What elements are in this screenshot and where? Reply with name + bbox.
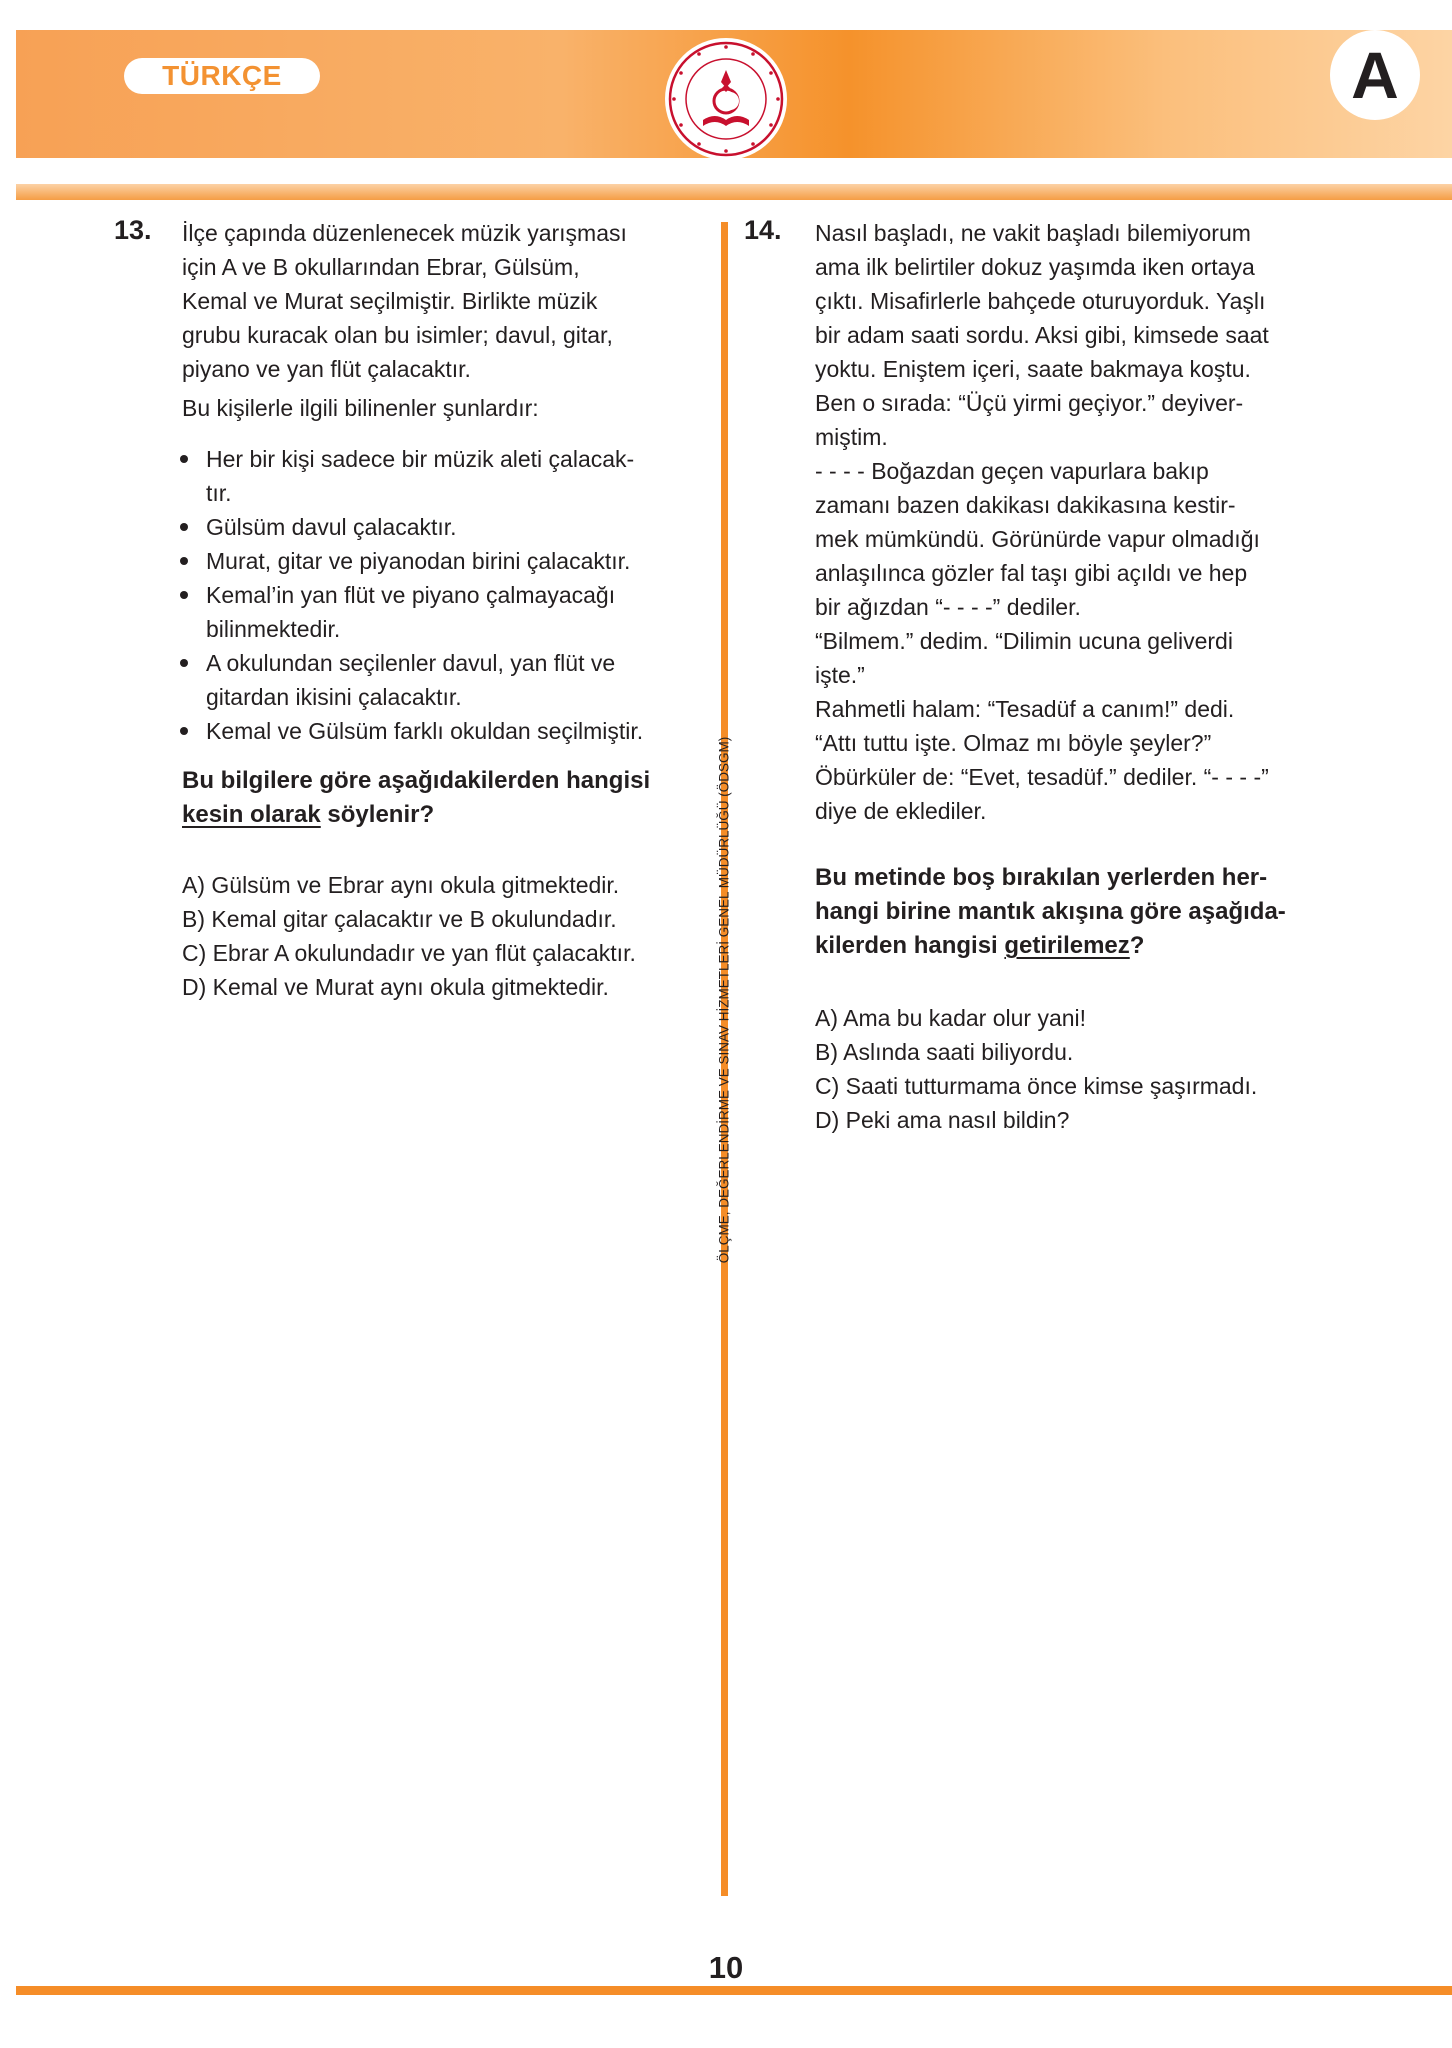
page-number: 10	[708, 1950, 744, 1985]
bullet-line: Her bir kişi sadece bir müzik aleti çalacak-	[206, 446, 635, 472]
passage-line: Öbürküler de: “Evet, tesadüf.” dediler. “- - - -”	[815, 764, 1269, 790]
intro-line: Kemal ve Murat seçilmiştir. Birlikte müzik	[182, 288, 598, 314]
passage-line: ama ilk belirtiler dokuz yaşımda iken ortaya	[815, 254, 1255, 280]
bullet-dot	[180, 557, 188, 565]
passage-line: miştim.	[815, 424, 888, 450]
stem-line	[815, 929, 1286, 963]
side-caption-text: ÖLÇME, DEĞERLENDİRME VE SINAV HİZMETLERİ GENEL MÜDÜRLÜĞÜ (ÖDSGM)	[716, 736, 732, 1264]
bullet-line: Murat, gitar ve piyanodan birini çalacaktır.	[206, 548, 631, 574]
bullet-item	[206, 510, 457, 544]
option-d[interactable]: D) Peki ama nasıl bildin?	[815, 1107, 1070, 1133]
option-c[interactable]: C) Ebrar A okulundadır ve yan flüt çalacaktır.	[182, 940, 636, 966]
option-b[interactable]: B) Kemal gitar çalacaktır ve B okulundadır.	[182, 906, 617, 932]
passage-line: bir ağızdan “- - - -” dediler.	[815, 594, 1081, 620]
option-b[interactable]: B) Aslında saati biliyordu.	[815, 1039, 1074, 1065]
stem-line: Bu metinde boş bırakılan yerlerden her-	[815, 864, 1268, 891]
intro-line: için A ve B okullarından Ebrar, Gülsüm,	[182, 254, 580, 280]
passage-line: zamanı bazen dakikası dakikasına kestir-	[815, 492, 1236, 518]
bullet-line: tır.	[206, 480, 232, 506]
passage-line: Rahmetli halam: “Tesadüf a canım!” dedi.	[815, 696, 1235, 722]
option-c[interactable]: C) Saati tutturmama önce kimse şaşırmadı.	[815, 1073, 1258, 1099]
bullet-line: Kemal ve Gülsüm farklı okuldan seçilmiştir.	[206, 718, 644, 744]
stem-start: kilerden hangisi	[815, 932, 1005, 959]
intro-line: grubu kuracak olan bu isimler; davul, gitar,	[182, 322, 613, 348]
question-14-number: 14.	[744, 215, 782, 245]
passage-line: anlaşılınca gözler fal taşı gibi açıldı ve hep	[815, 560, 1248, 586]
bullet-dot	[180, 659, 188, 667]
passage-line: bir adam saati sordu. Aksi gibi, kimsede saat	[815, 322, 1269, 348]
passage-line: - - - - Boğazdan geçen vapurlara bakıp	[815, 458, 1209, 484]
bullet-dot	[180, 523, 188, 531]
bullet-line: Kemal’in yan flüt ve piyano çalmayacağı	[206, 582, 616, 608]
option-d[interactable]: D) Kemal ve Murat aynı okula gitmektedir.	[182, 974, 609, 1000]
passage-line: “Attı tuttu işte. Olmaz mı böyle şeyler?”	[815, 730, 1212, 756]
booklet-type-badge: A	[1330, 30, 1420, 120]
option-a[interactable]: A) Ama bu kadar olur yani!	[815, 1005, 1087, 1031]
footer-rule	[16, 1986, 1452, 1995]
passage-line: “Bilmem.” dedim. “Dilimin ucuna geliverdi	[815, 628, 1233, 654]
bullet-item	[206, 646, 615, 714]
stem-emphasis: kesin olarak	[182, 801, 321, 828]
stem-line: hangi birine mantık akışına göre aşağıda-	[815, 898, 1286, 925]
header-rule	[16, 184, 1452, 200]
option-a[interactable]: A) Gülsüm ve Ebrar aynı okula gitmektedir.	[182, 872, 620, 898]
bullet-line: A okulundan seçilenler davul, yan flüt ve	[206, 650, 616, 676]
question-13-options	[182, 868, 636, 1004]
passage-line: Nasıl başladı, ne vakit başladı bilemiyorum	[815, 220, 1251, 246]
stem-end: söylenir?	[320, 801, 435, 828]
passage-line: Ben o sırada: “Üçü yirmi geçiyor.” deyiver-	[815, 390, 1244, 416]
passage-line: mek mümkündü. Görünürde vapur olmadığı	[815, 526, 1260, 552]
passage-line: çıktı. Misafirlerle bahçede oturuyorduk. Yaşlı	[815, 288, 1266, 314]
stem-line: Bu bilgilere göre aşağıdakilerden hangisi	[182, 767, 651, 794]
subject-label: TÜRKÇE	[124, 58, 320, 94]
question-13-lead: Bu kişilerle ilgili bilinenler şunlardır:	[182, 395, 539, 421]
bullet-dot	[180, 727, 188, 735]
passage-line: yoktu. Eniştem içeri, saate bakmaya koştu.	[815, 356, 1251, 382]
bullet-dot	[180, 591, 188, 599]
bullet-dot	[180, 455, 188, 463]
bullet-line: Gülsüm davul çalacaktır.	[206, 514, 457, 540]
question-13-number: 13.	[114, 215, 152, 245]
question-13-stem	[182, 764, 650, 832]
intro-line: piyano ve yan flüt çalacaktır.	[182, 356, 471, 382]
passage-line: diye de eklediler.	[815, 798, 987, 824]
bullet-line: bilinmektedir.	[206, 616, 341, 642]
passage-line: işte.”	[815, 662, 865, 688]
question-14-passage	[815, 216, 1269, 828]
bullet-line: gitardan ikisini çalacaktır.	[206, 684, 462, 710]
ministry-seal-logo	[663, 36, 789, 162]
bullet-item	[206, 442, 634, 510]
bullet-item	[206, 714, 643, 748]
stem-end: ?	[1129, 932, 1145, 959]
intro-line: İlçe çapında düzenlenecek müzik yarışması	[182, 220, 627, 246]
question-14-stem	[815, 861, 1286, 963]
bullet-item	[206, 578, 615, 646]
question-14-options	[815, 1001, 1257, 1137]
stem-line	[182, 798, 650, 832]
question-13-intro	[182, 216, 627, 386]
stem-emphasis: getirilemez	[1004, 932, 1130, 959]
bullet-item	[206, 544, 630, 578]
